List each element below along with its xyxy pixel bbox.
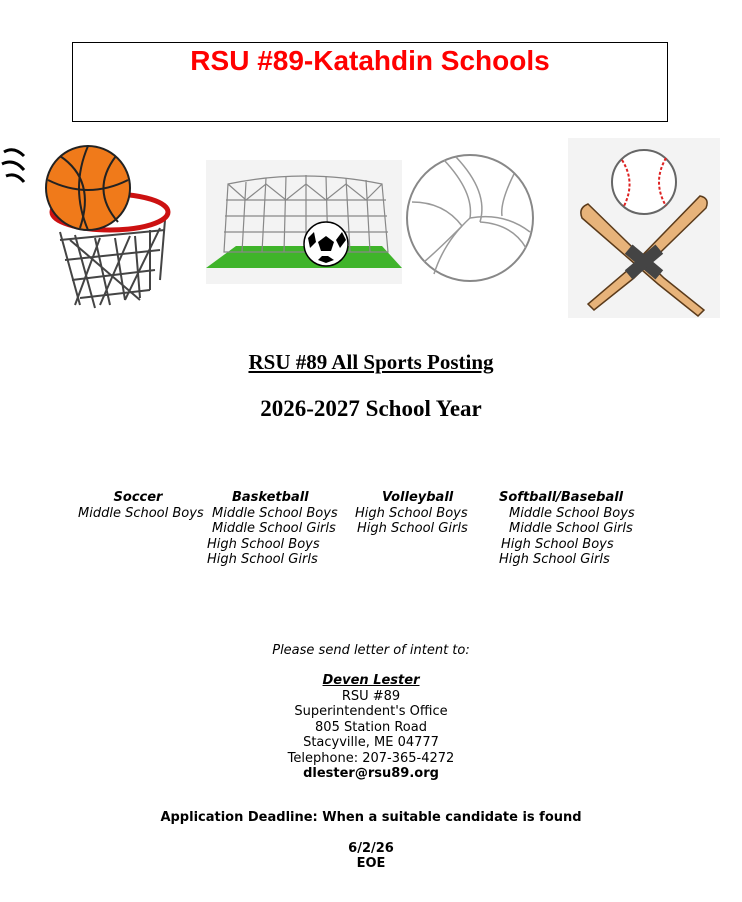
softball-item: Middle School Girls <box>509 521 633 536</box>
basketball-item: High School Boys <box>207 536 320 552</box>
softball-item: High School Boys <box>501 536 614 552</box>
page-title: RSU #89-Katahdin Schools <box>190 45 550 76</box>
basketball-item: High School Girls <box>207 552 318 567</box>
title-box <box>72 42 668 122</box>
application-deadline: Application Deadline: When a suitable candidate is found <box>160 810 582 825</box>
contact-block <box>0 673 742 782</box>
softball-heading: Softball/Baseball <box>499 490 624 505</box>
contact-street: 805 Station Road <box>315 719 427 735</box>
contact-email: dlester@rsu89.org <box>303 766 439 781</box>
contact-office: Superintendent's Office <box>294 704 448 719</box>
basketball-item: Middle School Boys <box>212 505 338 521</box>
softball-item: Middle School Boys <box>509 505 635 521</box>
soccer-goal-icon <box>206 160 402 284</box>
basketball-column <box>207 490 347 568</box>
soccer-item: Middle School Boys <box>78 505 204 521</box>
contact-phone: Telephone: 207-365-4272 <box>287 750 455 766</box>
eoe-label: EOE <box>356 856 386 871</box>
contact-name: Deven Lester <box>322 673 420 688</box>
softball-column <box>499 490 649 568</box>
soccer-column <box>78 490 208 521</box>
soccer-heading: Soccer <box>113 490 163 505</box>
contact-city: Stacyville, ME 04777 <box>303 735 439 750</box>
school-year: 2026-2027 School Year <box>260 396 482 421</box>
volleyball-heading: Volleyball <box>382 490 454 505</box>
basketball-heading: Basketball <box>232 490 309 505</box>
contact-intro: Please send letter of intent to: <box>272 643 470 658</box>
volleyball-item: High School Boys <box>355 505 468 521</box>
baseball-bats-icon <box>568 138 720 318</box>
posting-date: 6/2/26 <box>348 841 394 856</box>
basketball-hoop-icon <box>0 140 185 310</box>
volleyball-icon <box>404 152 536 284</box>
contact-org: RSU #89 <box>341 688 401 704</box>
softball-item: High School Girls <box>499 552 610 567</box>
posting-heading: RSU #89 All Sports Posting <box>248 350 494 374</box>
volleyball-item: High School Girls <box>357 521 468 536</box>
basketball-item: Middle School Girls <box>212 521 336 536</box>
volleyball-column <box>355 490 485 537</box>
